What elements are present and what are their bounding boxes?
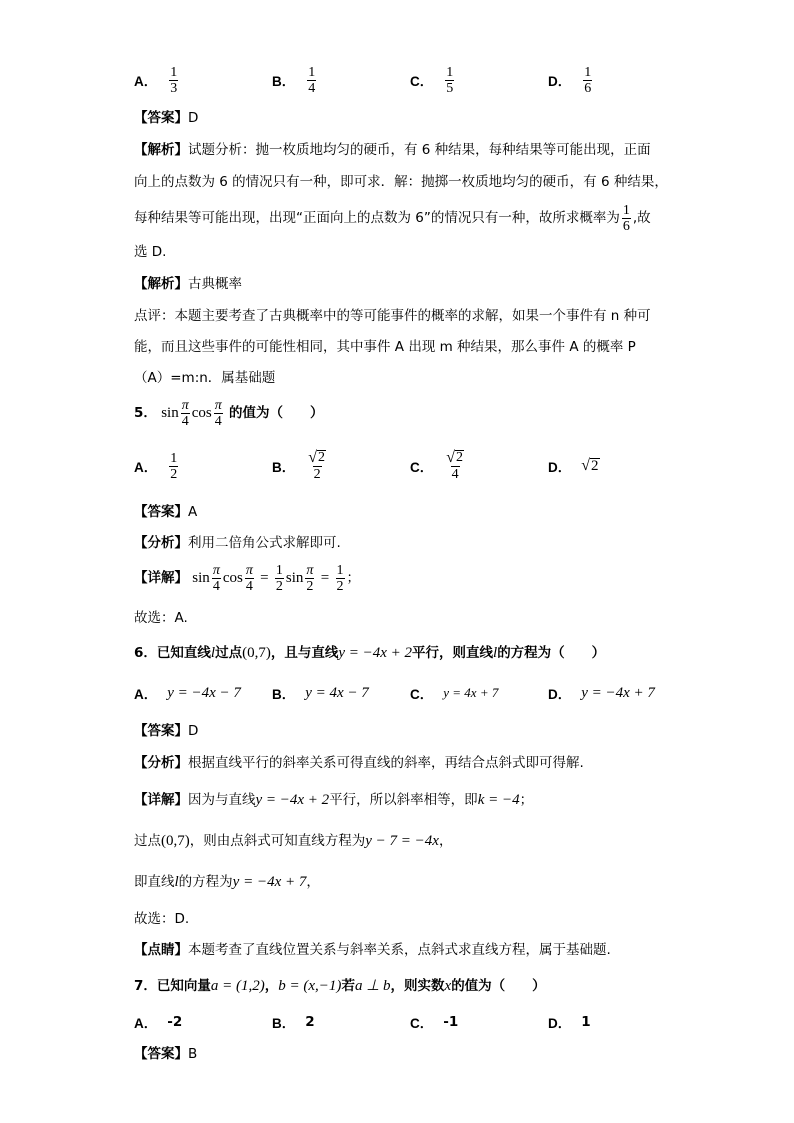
- q6-stem: 6．已知直线l过点(0,7)，且与直线y = −4x + 2平行，则直线l的方程为（ ）: [134, 645, 606, 661]
- q6-options: [134, 673, 694, 713]
- fraction: √ 2 2: [308, 449, 326, 482]
- q7-options: [134, 1002, 694, 1042]
- fraction: $\frac{1}{5}$: [446, 64, 454, 96]
- fraction: $\frac{1}{6}$: [622, 202, 630, 234]
- q7-option-a: A． -2: [134, 1014, 183, 1031]
- fraction: $\frac{\pi}{4}$: [212, 562, 220, 594]
- fraction: $\frac{1}{2}$: [275, 562, 283, 594]
- q7-option-b: B． 2: [272, 1014, 315, 1031]
- fraction: $\frac{1}{3}$: [170, 64, 178, 96]
- q5-answer: 【答案】A: [134, 504, 198, 520]
- sqrt: √ 2: [308, 449, 326, 466]
- q4-comment-line-2: 能，而且这些事件的可能性相同，其中事件 A 出现 m 种结果，那么事件 A 的概率 P: [134, 339, 636, 355]
- q5-options: [134, 446, 694, 486]
- q7-answer: 【答案】B: [134, 1046, 198, 1062]
- q6-fenxi: 【分析】根据直线平行的斜率关系可得直线的斜率，再结合点斜式即可得解.: [134, 755, 584, 771]
- q4-option-c: C． $\frac{1}{5}$: [410, 64, 454, 96]
- fraction: $\frac{\pi}{4}$: [214, 397, 222, 429]
- q4-comment-line-1: 点评：本题主要考查了古典概率中的等可能事件的概率的求解，如果一个事件有 n 种可: [134, 308, 651, 324]
- q5-option-c: C． √ 2 4: [410, 449, 464, 482]
- q4-options: [134, 60, 694, 100]
- q5-detail: 【详解】 sin $\frac{\pi}{4}$ cos $\frac{\pi}{4}$ = $\frac{1}{2}$ sin $\frac{\pi}{2}$ = $\frac{1}{2}$ ；: [134, 562, 360, 594]
- q4-analysis-line-2: 向上的点数为 6 的情况只有一种，即可求．解：抛掷一枚质地均匀的硬币，有 6 种结果，: [134, 174, 668, 190]
- sqrt: √ 2: [446, 449, 464, 466]
- q4-answer: 【答案】D: [134, 110, 199, 126]
- q6-option-a: A． y = −4x − 7: [134, 684, 241, 702]
- q4-option-b: B． $\frac{1}{4}$: [272, 64, 316, 96]
- q4-topic: 【解析】古典概率: [134, 276, 242, 292]
- q4-option-d: D． $\frac{1}{6}$: [548, 64, 592, 96]
- sqrt: √ 2: [581, 456, 599, 474]
- fraction: $\frac{1}{2}$: [336, 562, 344, 594]
- fraction: $\frac{\pi}{4}$: [245, 562, 253, 594]
- fraction: √ 2 4: [446, 449, 464, 482]
- q5-fenxi: 【分析】利用二倍角公式求解即可.: [134, 535, 341, 551]
- q5-stem: 5． sin $\frac{\pi}{4}$ cos $\frac{\pi}{4}$ 的值为（ ）: [134, 397, 324, 429]
- q4-analysis-line-1: 【解析】试题分析：抛一枚质地均匀的硬币，有 6 种结果，每种结果等可能出现，正面: [134, 142, 651, 158]
- q5-option-b: B． √ 2 2: [272, 449, 326, 482]
- q6-detail-line-3: 即直线l的方程为y = −4x + 7，: [134, 874, 320, 890]
- q6-detail-line-1: 【详解】因为与直线y = −4x + 2平行，所以斜率相等，即k = −4；: [134, 792, 534, 808]
- fraction: $\frac{1}{2}$: [170, 450, 178, 482]
- q4-analysis-line-3: 每种结果等可能出现，出现“正面向上的点数为 6”的情况只有一种，故所求概率为 $\frac{1}{6}$ ,故: [134, 202, 651, 234]
- q6-remark: 【点睛】本题考查了直线位置关系与斜率关系，点斜式求直线方程，属于基础题.: [134, 942, 611, 958]
- fraction: $\frac{1}{6}$: [584, 64, 592, 96]
- q7-option-c: C． -1: [410, 1014, 459, 1031]
- q5-option-d: D． √ 2: [548, 456, 599, 475]
- q5-option-a: A． $\frac{1}{2}$: [134, 450, 178, 482]
- q6-option-d: D． y = −4x + 7: [548, 684, 655, 702]
- q4-comment-line-3: （A）=m:n．属基础题: [134, 370, 276, 386]
- fraction: $\frac{\pi}{2}$: [306, 562, 314, 594]
- q4-option-a: A． $\frac{1}{3}$: [134, 64, 178, 96]
- q7-option-d: D． 1: [548, 1014, 591, 1031]
- q5-choice: 故选：A.: [134, 610, 188, 626]
- fraction: $\frac{1}{4}$: [308, 64, 316, 96]
- q6-detail-line-2: 过点(0,7)，则由点斜式可知直线方程为y − 7 = −4x，: [134, 833, 453, 849]
- q6-choice: 故选：D.: [134, 911, 190, 927]
- q6-option-b: B． y = 4x − 7: [272, 684, 369, 702]
- fraction: $\frac{\pi}{4}$: [181, 397, 189, 429]
- q6-answer: 【答案】D: [134, 723, 199, 739]
- q4-analysis-line-4: 选 D.: [134, 244, 167, 260]
- q6-option-c: C． y = 4x + 7: [410, 685, 499, 702]
- q7-stem: 7．已知向量a = (1,2)，b = (x,−1)若a ⊥ b，则实数x的值为（ ）: [134, 978, 546, 994]
